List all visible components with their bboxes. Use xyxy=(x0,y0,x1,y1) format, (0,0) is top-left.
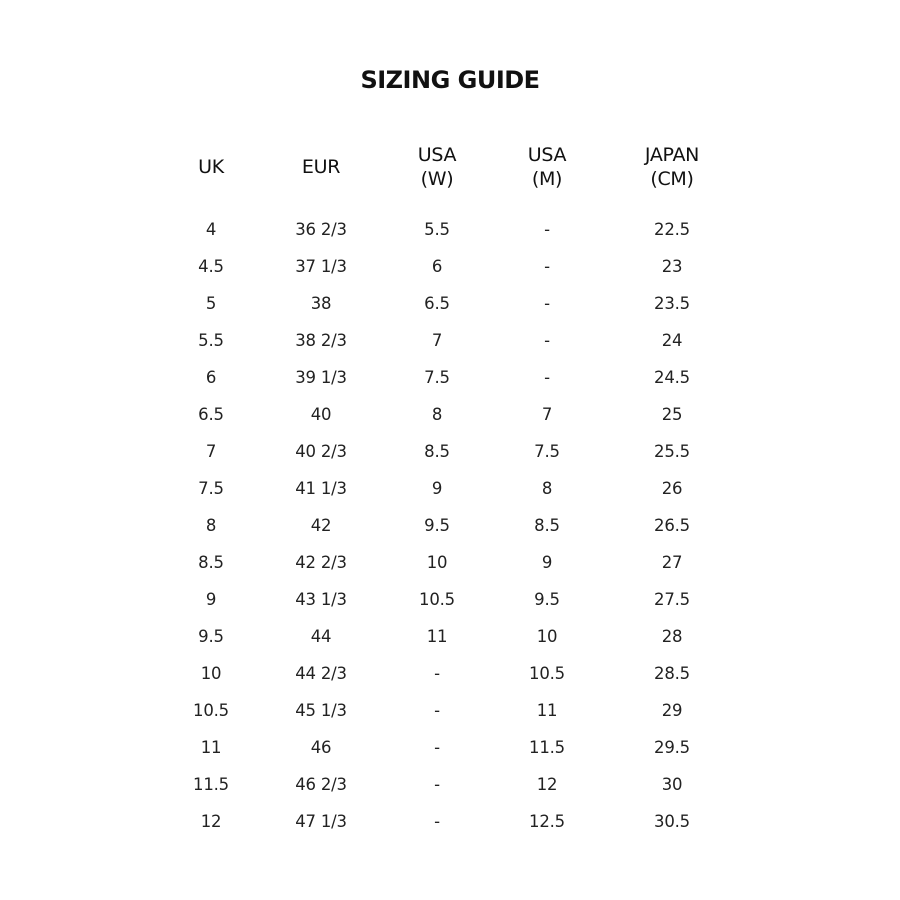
cell-usa-m: 7.5 xyxy=(534,442,560,461)
cell-usa-m: 12.5 xyxy=(529,812,565,831)
cell-japan-cm: 24.5 xyxy=(654,368,690,387)
cell-japan-cm: 29 xyxy=(661,701,683,720)
table-row xyxy=(0,254,900,291)
cell-uk: 5 xyxy=(205,294,217,313)
cell-eur: 41 1/3 xyxy=(295,479,347,498)
cell-japan-cm: 29.5 xyxy=(654,738,690,757)
cell-japan-cm: 26.5 xyxy=(654,516,690,535)
cell-uk: 11 xyxy=(200,738,222,757)
table-row xyxy=(0,809,900,846)
table-row xyxy=(0,550,900,587)
table-row xyxy=(0,439,900,476)
cell-uk: 4.5 xyxy=(198,257,224,276)
cell-eur: 38 xyxy=(310,294,332,313)
cell-usa-w: 11 xyxy=(426,627,448,646)
cell-usa-m: - xyxy=(544,220,550,239)
cell-usa-m: 10 xyxy=(536,627,558,646)
cell-usa-m: 12 xyxy=(536,775,558,794)
cell-uk: 9.5 xyxy=(198,627,224,646)
cell-uk: 10 xyxy=(200,664,222,683)
cell-usa-m: 10.5 xyxy=(529,664,565,683)
table-header xyxy=(0,143,900,195)
cell-usa-w: - xyxy=(434,701,440,720)
cell-usa-w: - xyxy=(434,738,440,757)
cell-japan-cm: 30 xyxy=(661,775,683,794)
cell-japan-cm: 23.5 xyxy=(654,294,690,313)
cell-usa-m: - xyxy=(544,257,550,276)
table-row xyxy=(0,772,900,809)
cell-uk: 10.5 xyxy=(193,701,229,720)
cell-usa-w: 10 xyxy=(426,553,448,572)
cell-eur: 46 xyxy=(310,738,332,757)
cell-usa-w: 10.5 xyxy=(419,590,455,609)
size-table-body xyxy=(0,217,900,846)
cell-eur: 36 2/3 xyxy=(295,220,347,239)
cell-usa-m: 9.5 xyxy=(534,590,560,609)
cell-usa-w: 6 xyxy=(431,257,443,276)
cell-usa-w: 9 xyxy=(431,479,443,498)
table-row xyxy=(0,291,900,328)
cell-eur: 37 1/3 xyxy=(295,257,347,276)
cell-usa-m: 11 xyxy=(536,701,558,720)
cell-eur: 44 xyxy=(310,627,332,646)
cell-uk: 12 xyxy=(200,812,222,831)
cell-japan-cm: 27 xyxy=(661,553,683,572)
cell-usa-m: 11.5 xyxy=(529,738,565,757)
cell-eur: 46 2/3 xyxy=(295,775,347,794)
cell-eur: 38 2/3 xyxy=(295,331,347,350)
column-header-japan-cm xyxy=(612,143,732,191)
table-row xyxy=(0,217,900,254)
cell-japan-cm: 25.5 xyxy=(654,442,690,461)
column-header-usa-w-line2: (W) xyxy=(420,168,454,190)
column-header-eur-label: EUR xyxy=(301,156,341,178)
cell-usa-w: 9.5 xyxy=(424,516,450,535)
cell-uk: 8 xyxy=(205,516,217,535)
cell-usa-w: - xyxy=(434,775,440,794)
cell-eur: 42 xyxy=(310,516,332,535)
cell-usa-w: 8.5 xyxy=(424,442,450,461)
column-header-usa-m-line1: USA xyxy=(527,144,567,166)
cell-usa-w: - xyxy=(434,664,440,683)
cell-eur: 45 1/3 xyxy=(295,701,347,720)
cell-uk: 7.5 xyxy=(198,479,224,498)
cell-uk: 6.5 xyxy=(198,405,224,424)
cell-uk: 6 xyxy=(205,368,217,387)
cell-japan-cm: 28 xyxy=(661,627,683,646)
column-header-uk-label: UK xyxy=(198,156,224,178)
column-header-uk xyxy=(151,155,271,179)
cell-usa-m: 8 xyxy=(541,479,553,498)
cell-usa-m: - xyxy=(544,368,550,387)
cell-eur: 47 1/3 xyxy=(295,812,347,831)
cell-uk: 5.5 xyxy=(198,331,224,350)
table-row xyxy=(0,476,900,513)
table-row xyxy=(0,513,900,550)
cell-usa-m: 9 xyxy=(541,553,553,572)
cell-usa-w: 8 xyxy=(431,405,443,424)
cell-eur: 43 1/3 xyxy=(295,590,347,609)
cell-eur: 40 2/3 xyxy=(295,442,347,461)
column-header-usa-m-line2: (M) xyxy=(531,168,563,190)
cell-usa-m: - xyxy=(544,294,550,313)
page-title: SIZING GUIDE xyxy=(360,66,540,94)
cell-usa-w: 7.5 xyxy=(424,368,450,387)
cell-uk: 7 xyxy=(205,442,217,461)
table-row xyxy=(0,661,900,698)
cell-eur: 39 1/3 xyxy=(295,368,347,387)
cell-eur: 42 2/3 xyxy=(295,553,347,572)
cell-uk: 9 xyxy=(205,590,217,609)
table-row xyxy=(0,698,900,735)
cell-uk: 4 xyxy=(205,220,217,239)
cell-eur: 44 2/3 xyxy=(295,664,347,683)
cell-japan-cm: 22.5 xyxy=(654,220,690,239)
cell-eur: 40 xyxy=(310,405,332,424)
cell-japan-cm: 26 xyxy=(661,479,683,498)
cell-usa-w: 6.5 xyxy=(424,294,450,313)
column-header-usa-w-line1: USA xyxy=(417,144,457,166)
cell-japan-cm: 28.5 xyxy=(654,664,690,683)
cell-usa-w: 5.5 xyxy=(424,220,450,239)
cell-uk: 8.5 xyxy=(198,553,224,572)
cell-usa-m: 8.5 xyxy=(534,516,560,535)
cell-usa-w: 7 xyxy=(431,331,443,350)
column-header-usa-w xyxy=(377,143,497,191)
cell-japan-cm: 27.5 xyxy=(654,590,690,609)
table-row xyxy=(0,365,900,402)
table-row xyxy=(0,328,900,365)
table-row xyxy=(0,735,900,772)
cell-japan-cm: 25 xyxy=(661,405,683,424)
cell-japan-cm: 24 xyxy=(661,331,683,350)
cell-usa-m: - xyxy=(544,331,550,350)
cell-japan-cm: 30.5 xyxy=(654,812,690,831)
table-row xyxy=(0,624,900,661)
column-header-eur xyxy=(261,155,381,179)
table-row xyxy=(0,587,900,624)
cell-uk: 11.5 xyxy=(193,775,229,794)
column-header-usa-m xyxy=(487,143,607,191)
cell-usa-w: - xyxy=(434,812,440,831)
cell-japan-cm: 23 xyxy=(661,257,683,276)
column-header-japan-cm-line1: JAPAN xyxy=(644,144,700,166)
table-row xyxy=(0,402,900,439)
cell-usa-m: 7 xyxy=(541,405,553,424)
column-header-japan-cm-line2: (CM) xyxy=(650,168,694,190)
